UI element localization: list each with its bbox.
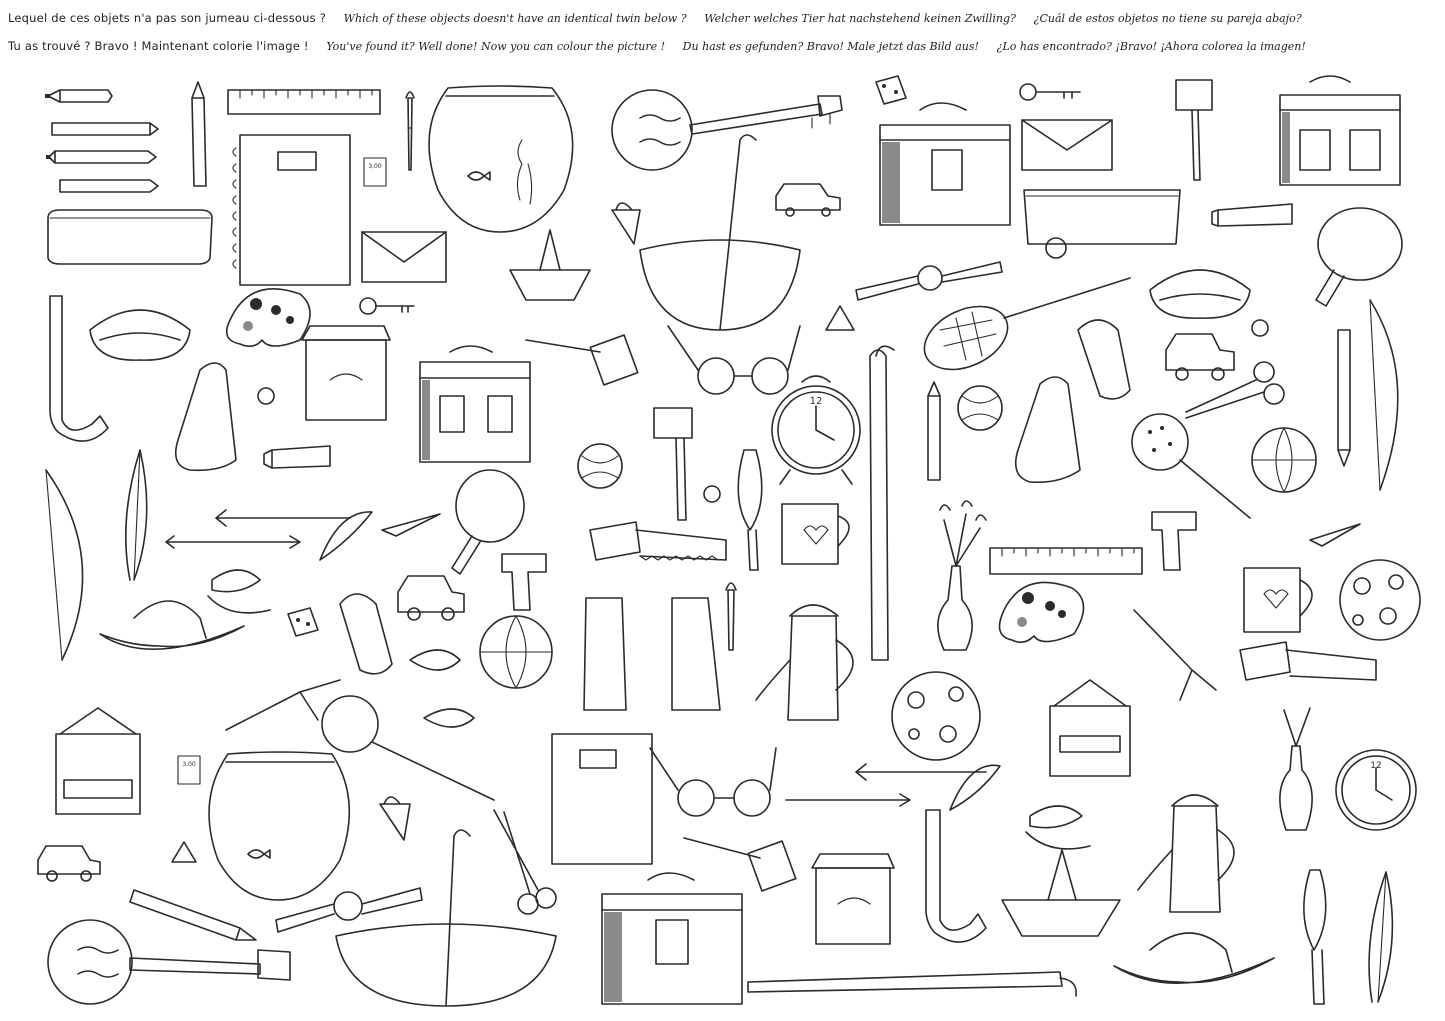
safety-pin-icon — [424, 709, 474, 727]
mug-icon — [1244, 568, 1312, 632]
key-icon — [1020, 84, 1080, 100]
snorkel-icon — [50, 296, 108, 441]
slingshot-icon — [226, 680, 340, 730]
tube-icon — [1212, 204, 1292, 226]
envelope-icon — [1022, 120, 1112, 170]
umbrella-icon — [336, 830, 556, 1006]
toy-car-icon — [38, 846, 100, 881]
pencil-icon — [928, 382, 940, 480]
satchel-icon — [420, 346, 530, 462]
hairdryer-icon — [502, 554, 546, 610]
envelope-icon — [362, 232, 446, 282]
mallet-icon — [1176, 80, 1212, 180]
glasses-icon — [668, 326, 800, 394]
paint-palette-icon — [1000, 582, 1084, 642]
flower-vase-icon — [1280, 708, 1312, 830]
beach-ball-icon — [480, 616, 552, 688]
jar-icon — [302, 326, 390, 420]
button-icon — [258, 388, 274, 404]
diving-mask-icon — [90, 310, 190, 360]
mallet-icon — [654, 408, 692, 520]
paper-boat-icon — [510, 230, 590, 300]
instruction-english: You've found it? Well done! Now you can colour the picture ! — [326, 40, 666, 53]
fishbowl-icon — [429, 86, 573, 232]
instructions-header — [0, 0, 1445, 70]
eye-mask-icon — [208, 570, 270, 613]
dice-icon — [876, 76, 906, 104]
button-icon — [1046, 238, 1066, 258]
flipper-icon — [1016, 377, 1080, 482]
shuttlecock-icon — [172, 842, 196, 862]
alarm-clock-icon — [772, 376, 860, 484]
satchel-icon — [880, 103, 1010, 225]
spotted-ball-icon — [892, 672, 980, 760]
saw-icon — [590, 522, 726, 560]
notebook-icon — [233, 135, 350, 285]
question-spanish: ¿Cuál de estos objetos no tiene su pareja abajo? — [1033, 12, 1302, 25]
mallet-icon — [684, 838, 796, 891]
ruler-icon — [228, 90, 380, 114]
coloring-canvas — [0, 70, 1445, 1021]
coffee-grinder-icon — [1050, 680, 1130, 776]
question-english: Which of these objects doesn't have an identical twin below ? — [343, 12, 687, 25]
arrow-icon — [786, 764, 986, 806]
instruction-french: Tu as trouvé ? Bravo ! Maintenant colorie l'image ! — [8, 39, 309, 53]
pencil-case-icon — [48, 210, 212, 264]
banjo-icon — [48, 920, 290, 1004]
cowboy-hat-icon — [100, 601, 244, 649]
fishbowl-icon — [209, 752, 349, 900]
safety-pin-icon — [410, 650, 460, 670]
paper-plane-icon — [1310, 524, 1360, 546]
instruction-german: Du hast es gefunden? Bravo! Male jetzt das Bild aus! — [682, 40, 979, 53]
bow-icon — [1370, 300, 1398, 490]
feather-icon — [126, 450, 147, 580]
coffee-grinder-icon — [56, 708, 140, 814]
coffee-pot-icon — [1138, 795, 1234, 912]
flip-flop-icon — [1078, 320, 1130, 399]
hairdryer-icon — [1152, 512, 1196, 570]
pen-icon — [1338, 330, 1350, 466]
lock-icon — [380, 797, 410, 840]
paintbrush-icon — [726, 583, 736, 650]
bow-icon — [46, 470, 83, 660]
toy-car-icon — [776, 184, 840, 216]
umbrella-icon — [640, 135, 800, 330]
coloring-drawing — [0, 70, 1445, 1021]
whisk-icon — [1304, 870, 1326, 1004]
ruler-icon — [990, 548, 1142, 574]
button-icon — [704, 486, 720, 502]
scissors-icon — [494, 810, 556, 914]
stamp-value: 3,00 — [368, 163, 382, 170]
flipper-icon — [176, 363, 236, 470]
notebook-icon — [552, 734, 652, 864]
stamp-icon — [364, 158, 386, 186]
flower-vase-icon — [938, 501, 986, 650]
clock-numeral-2: 12 — [1370, 761, 1382, 771]
beach-ball-icon — [1252, 428, 1316, 492]
paper-boat-icon — [1002, 850, 1120, 936]
instruction-line — [8, 38, 1438, 55]
paint-palette-icon — [227, 289, 310, 346]
tennis-racket-icon — [914, 278, 1130, 382]
pen-icon — [130, 890, 256, 940]
mug-icon — [782, 504, 849, 564]
satchel-icon — [602, 873, 742, 1004]
paintbrush-icon — [406, 92, 414, 170]
spotted-ball-icon — [1340, 560, 1420, 640]
pencils-icon — [45, 90, 158, 192]
eye-mask-icon — [1026, 806, 1090, 849]
pencil-case-icon — [1024, 190, 1180, 244]
button-icon — [1252, 320, 1268, 336]
dice-icon — [288, 608, 318, 636]
skimmer-icon — [322, 696, 494, 800]
tennis-ball-icon — [578, 444, 622, 488]
glasses-icon — [650, 748, 776, 816]
saw-icon — [1240, 642, 1376, 680]
flip-flop-icon — [340, 594, 392, 674]
cowboy-hat-icon — [1114, 933, 1274, 983]
key-icon — [360, 298, 414, 314]
jar-icon — [812, 854, 894, 944]
tennis-ball-icon — [958, 386, 1002, 430]
snorkel-icon — [926, 810, 986, 942]
lock-icon — [612, 203, 640, 244]
question-french: Lequel de ces objets n'a pas son jumeau ci-dessous ? — [8, 11, 327, 25]
ping-pong-paddle-icon — [1316, 208, 1402, 306]
boots-icon — [584, 598, 720, 710]
closed-umbrella-icon — [748, 972, 1076, 996]
question-german: Welcher welches Tier hat nachstehend keinen Zwilling? — [704, 12, 1016, 25]
satchel-icon — [1280, 76, 1400, 185]
skimmer-icon — [1132, 414, 1250, 518]
banjo-icon — [612, 90, 842, 170]
stamp-icon — [178, 756, 200, 784]
ping-pong-paddle-icon — [452, 470, 524, 574]
feather-icon — [320, 512, 372, 560]
closed-umbrella-icon — [870, 346, 894, 660]
diving-mask-icon — [1150, 270, 1250, 318]
question-line — [8, 10, 1438, 27]
arrow-icon — [166, 510, 350, 548]
alarm-clock-icon — [1336, 750, 1416, 830]
feather-icon — [1369, 872, 1392, 1002]
slingshot-icon — [1134, 610, 1216, 700]
stamp-value-2: 3,00 — [182, 761, 196, 768]
coffee-pot-icon — [756, 605, 853, 720]
wristwatch-icon — [856, 262, 1002, 300]
pencil-icon — [192, 82, 206, 186]
instruction-spanish: ¿Lo has encontrado? ¡Bravo! ¡Ahora colorea la imagen! — [996, 40, 1306, 53]
shuttlecock-icon — [826, 306, 854, 330]
toy-car-icon — [398, 576, 464, 620]
toy-car-icon — [1166, 334, 1234, 380]
mallet-icon — [526, 335, 638, 385]
paper-plane-icon — [382, 514, 440, 536]
whisk-icon — [738, 450, 762, 570]
tube-icon — [264, 446, 330, 468]
clock-numeral: 12 — [809, 396, 823, 407]
